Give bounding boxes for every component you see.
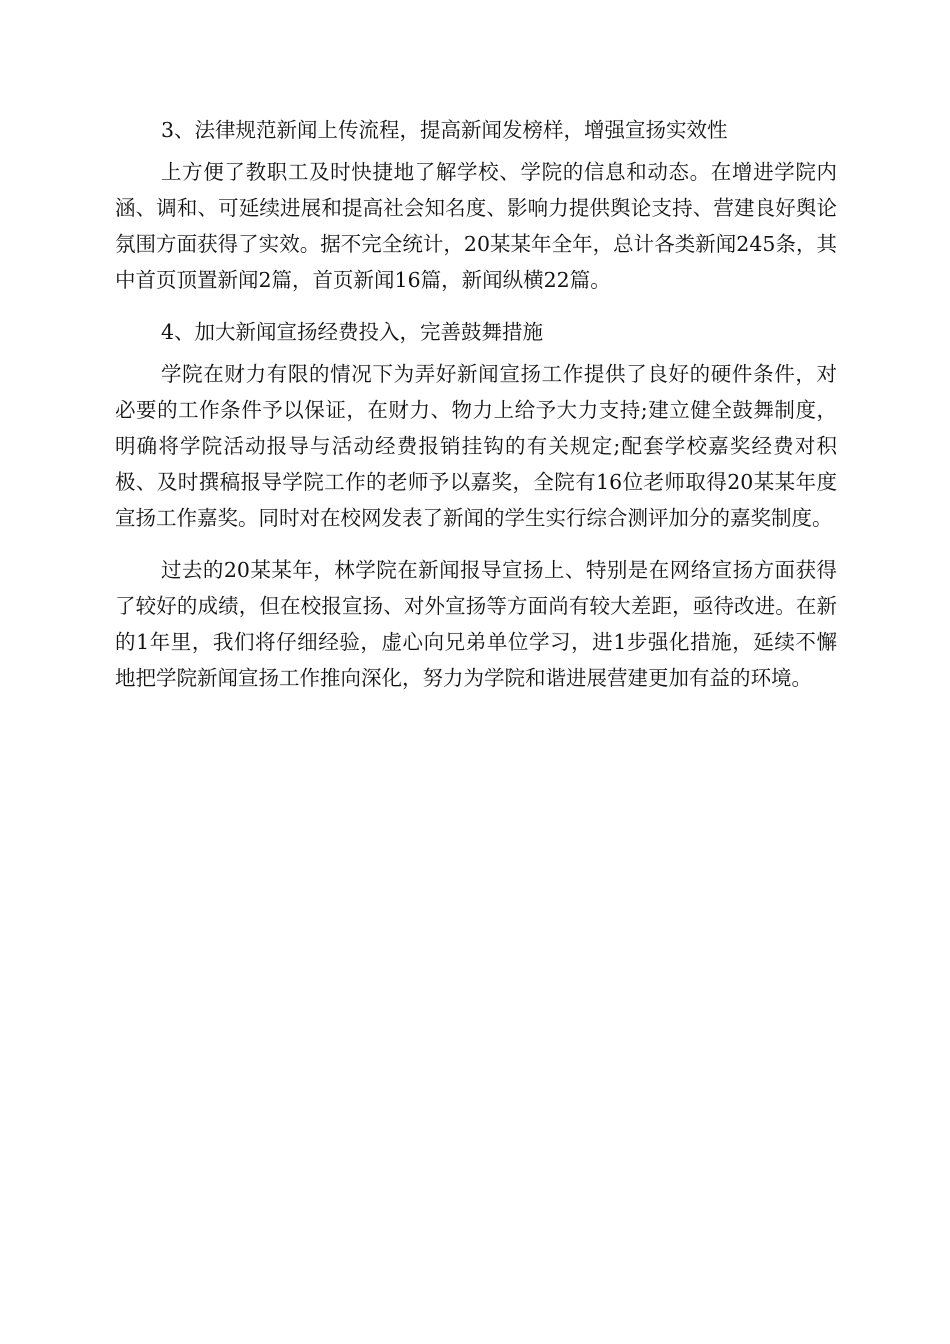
paragraph-conclusion: 过去的20某某年，林学院在新闻报导宣扬上、特别是在网络宣扬方面获得了较好的成绩，但在校报宣扬、对外宣扬等方面尚有较大差距，亟待改进。在新的1年里，我们将仔细经验，虚心向兄弟单位学习，进1步强化措施，延续不懈地把学院新闻宣扬工作推向深化，努力为学院和谐进展营建更加有益的环境。 [115, 558, 837, 690]
section-heading-4: 4、加大新闻宣扬经费投入，完善鼓舞措施 [161, 320, 544, 344]
paragraph-section-4: 学院在财力有限的情况下为弄好新闻宣扬工作提供了良好的硬件条件，对必要的工作条件予以保证，在财力、物力上给予大力支持;建立健全鼓舞制度，明确将学院活动报导与活动经费报销挂钩的有关规定;配套学校嘉奖经费对积极、及时撰稿报导学院工作的老师予以嘉奖，全院有16位老师取得20某某年度宣扬工作嘉奖。同时对在校网发表了新闻的学生实行综合测评加分的嘉奖制度。 [115, 362, 837, 530]
document-body [115, 108, 837, 696]
paragraph-section-3: 上方便了教职工及时快捷地了解学校、学院的信息和动态。在增进学院内涵、调和、可延续进展和提高社会知名度、影响力提供舆论支持、营建良好舆论氛围方面获得了实效。据不完全统计，20某某年全年，总计各类新闻245条，其中首页顶置新闻2篇，首页新闻16篇，新闻纵横22篇。 [115, 160, 837, 292]
section-heading-3: 3、法律规范新闻上传流程，提高新闻发榜样，增强宣扬实效性 [161, 118, 728, 142]
